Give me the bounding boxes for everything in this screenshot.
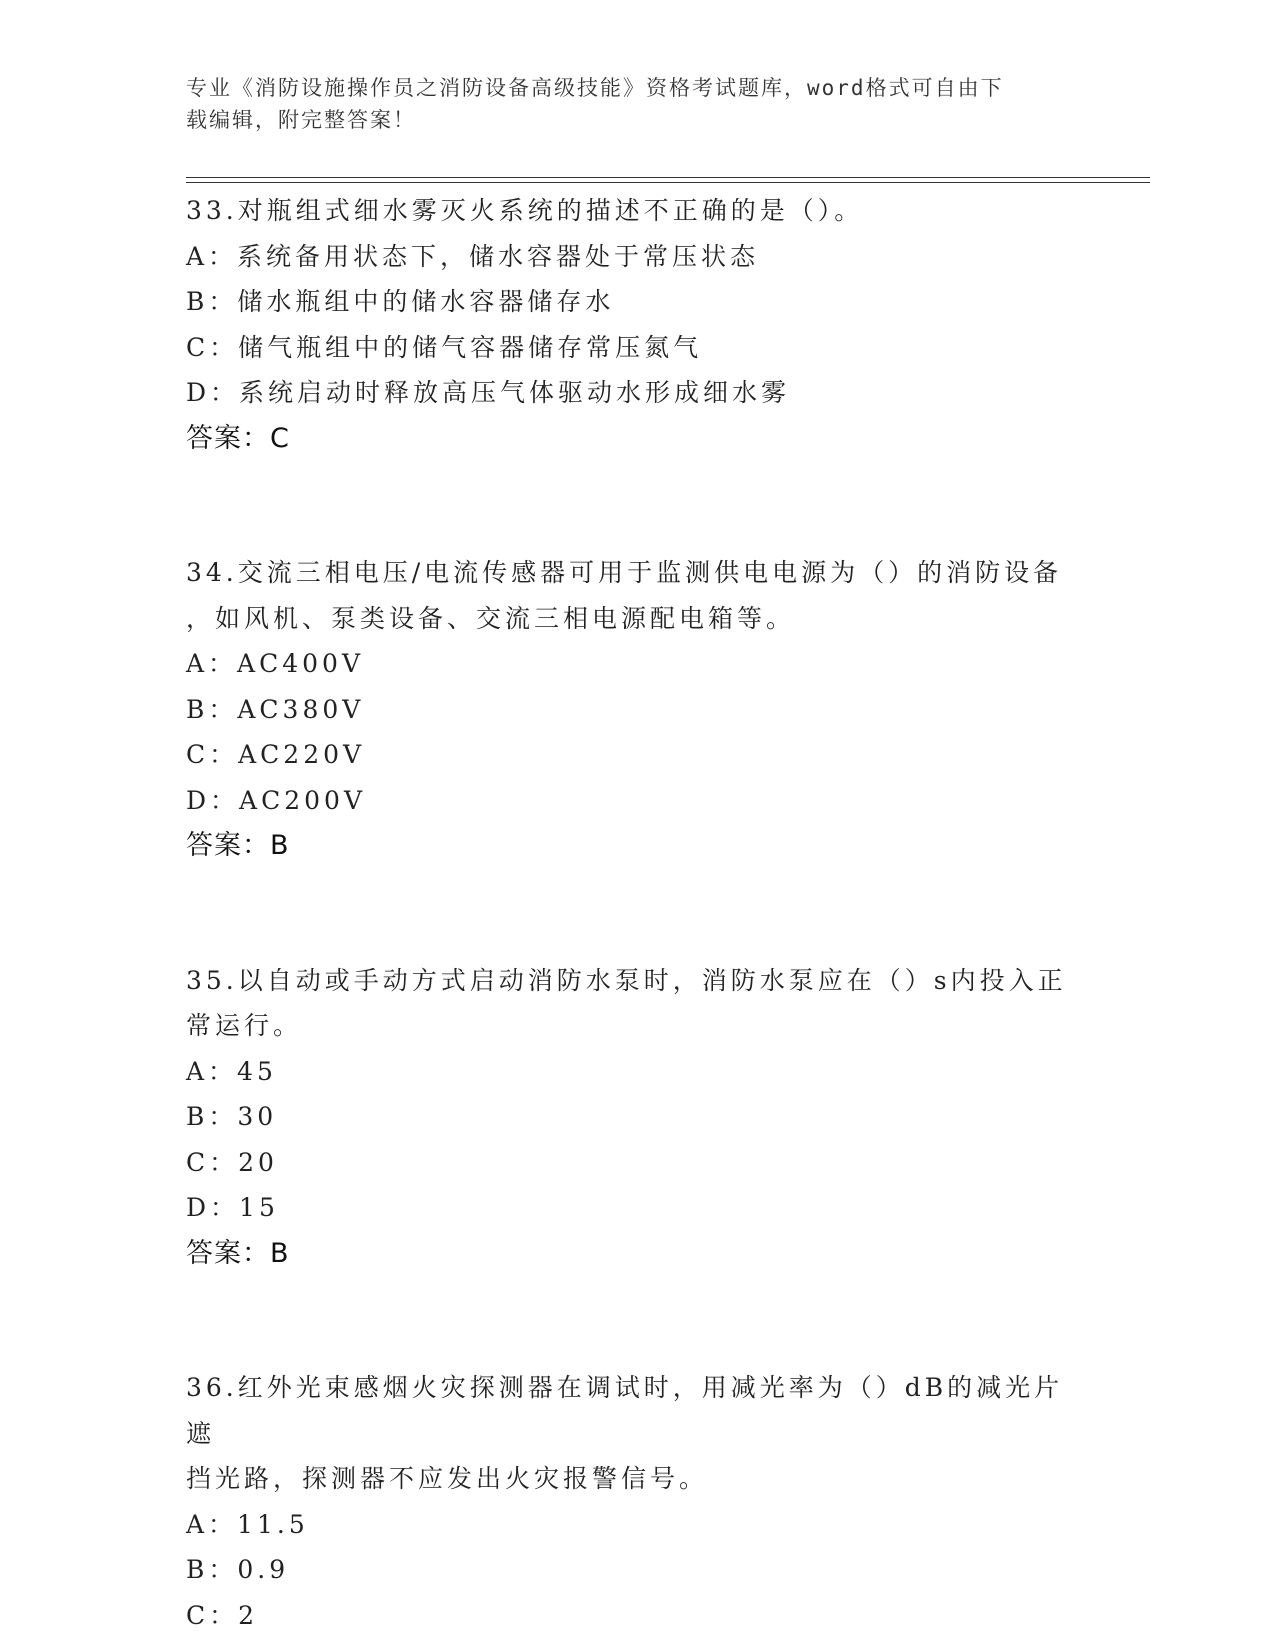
- option-b: B：AC380V: [186, 694, 365, 724]
- question-34: [186, 550, 1086, 869]
- question-stem: 33.对瓶组式细水雾灭火系统的描述不正确的是（）。: [186, 196, 864, 225]
- option-a: A：45: [186, 1056, 277, 1086]
- option-c: C：20: [186, 1147, 278, 1177]
- answer: 答案：C: [186, 422, 290, 454]
- question-stem-line-1: 36.红外光束感烟火灾探测器在调试时，用减光率为（）dB的减光片遮: [186, 1373, 1064, 1448]
- answer: 答案：B: [186, 830, 290, 861]
- option-a: A：11.5: [186, 1509, 309, 1539]
- option-c: C：2: [186, 1600, 259, 1630]
- question-33: [186, 188, 1086, 461]
- question-list: [186, 188, 1086, 1638]
- option-b: B：0.9: [186, 1555, 290, 1584]
- option-a: A：系统备用状态下，储水容器处于常压状态: [186, 241, 760, 271]
- header-line-2: 载编辑，附完整答案！: [186, 108, 416, 132]
- question-36: [186, 1365, 1086, 1638]
- option-d: D：AC200V: [186, 785, 366, 815]
- option-a: A：AC400V: [186, 649, 365, 678]
- option-d: D：系统启动时释放高压气体驱动水形成细水雾: [186, 378, 791, 407]
- question-35: [186, 958, 1086, 1277]
- header-line-1: 专业《消防设施操作员之消防设备高级技能》资格考试题库，word格式可自由下: [186, 76, 1004, 100]
- document-header: [186, 72, 1086, 136]
- option-d: D：15: [186, 1193, 279, 1222]
- option-b: B：30: [186, 1102, 278, 1131]
- option-c: C：AC220V: [186, 740, 366, 769]
- question-stem-line-2: ，如风机、泵类设备、交流三相电源配电箱等。: [186, 603, 796, 633]
- header-divider-bottom: [186, 182, 1150, 183]
- answer: 答案：B: [186, 1237, 290, 1269]
- header-divider-top: [186, 177, 1150, 178]
- question-stem-line-2: 挡光路，探测器不应发出火灾报警信号。: [186, 1464, 709, 1493]
- question-stem-line-1: 34.交流三相电压/电流传感器可用于监测供电电源为（）的消防设备: [186, 558, 1063, 587]
- question-stem-line-2: 常运行。: [186, 1011, 303, 1040]
- question-stem-line-1: 35.以自动或手动方式启动消防水泵时，消防水泵应在（）s内投入正: [186, 965, 1067, 995]
- option-b: B：储水瓶组中的储水容器储存水: [186, 287, 615, 316]
- option-c: C：储气瓶组中的储气容器储存常压氮气: [186, 332, 703, 362]
